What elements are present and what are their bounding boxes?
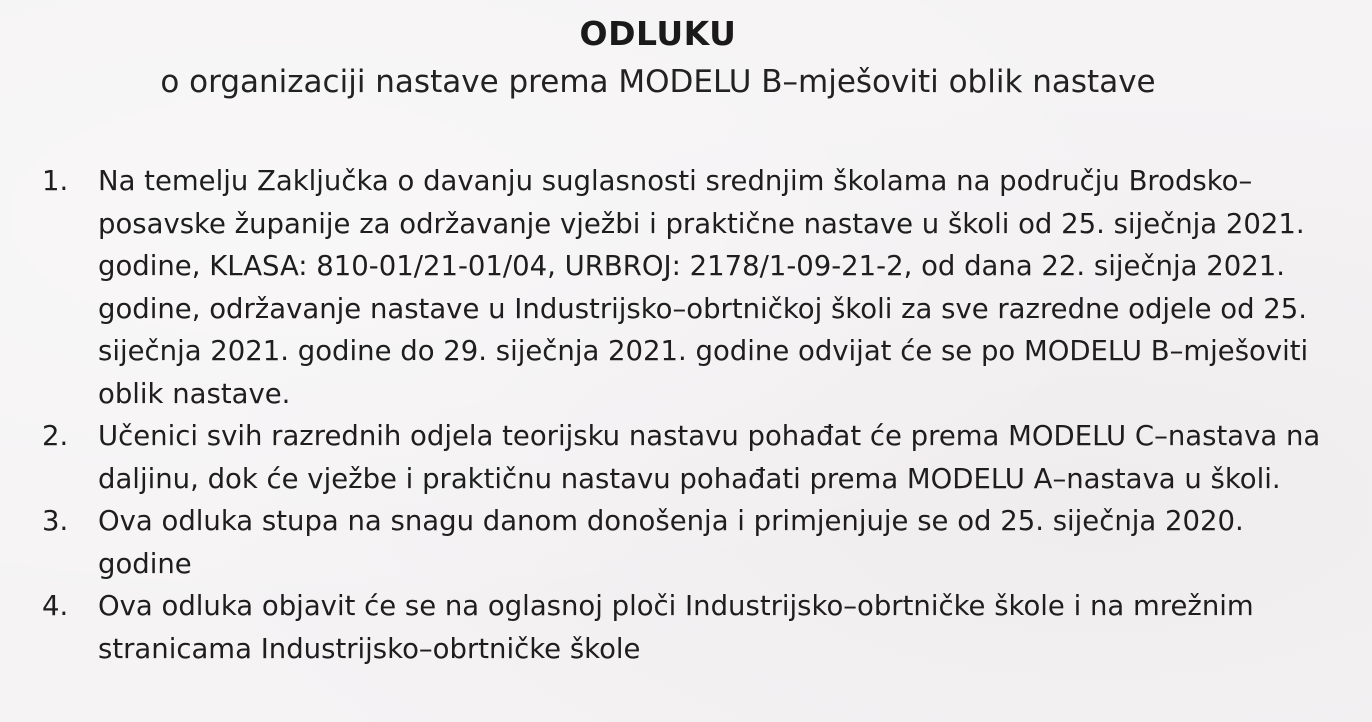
item-number: 2. [42, 420, 69, 452]
item-number: 4. [42, 590, 69, 622]
item-text: Ova odluka stupa na snagu danom donošenja i primjenjuje se od 25. siječnja 2020. godine [98, 505, 1244, 580]
item-number: 1. [42, 165, 69, 197]
document-subtitle: o organizaciji nastave prema MODELU B–mješoviti oblik nastave [160, 64, 1156, 100]
decision-list [40, 160, 1330, 670]
item-text: Ova odluka objavit će se na oglasnoj ploči Industrijsko–obrtničke škole i na mrežnim stranicama Industrijsko–obrtničke škole [98, 590, 1254, 665]
document-title: ODLUKU [579, 14, 737, 53]
list-item [40, 585, 1330, 670]
item-number: 3. [42, 505, 69, 537]
list-item [40, 160, 1330, 415]
list-item [40, 500, 1330, 585]
item-text: Učenici svih razrednih odjela teorijsku nastavu pohađat će prema MODELU C–nastava na daljinu, dok će vježbe i praktičnu nastavu pohađati prema MODELU A–nastava u školi. [98, 420, 1321, 495]
list-item [40, 415, 1330, 500]
item-text: Na temelju Zaključka o davanju suglasnosti srednjim školama na području Brodsko–posavske županije za održavanje vježbi i praktične nastave u školi od 25. siječnja 2021. godine, KLASA: 810-01/21-01/04, URBROJ: 2178/1-09-21-2, od dana 22. siječnja 2021. godine, održavanje nastave u Industrijsko–obrtničkoj školi za sve razredne odjele od 25. siječnja 2021. godine do 29. siječnja 2021. godine odvijat će se po MODELU B–mješoviti oblik nastave. [98, 165, 1309, 410]
